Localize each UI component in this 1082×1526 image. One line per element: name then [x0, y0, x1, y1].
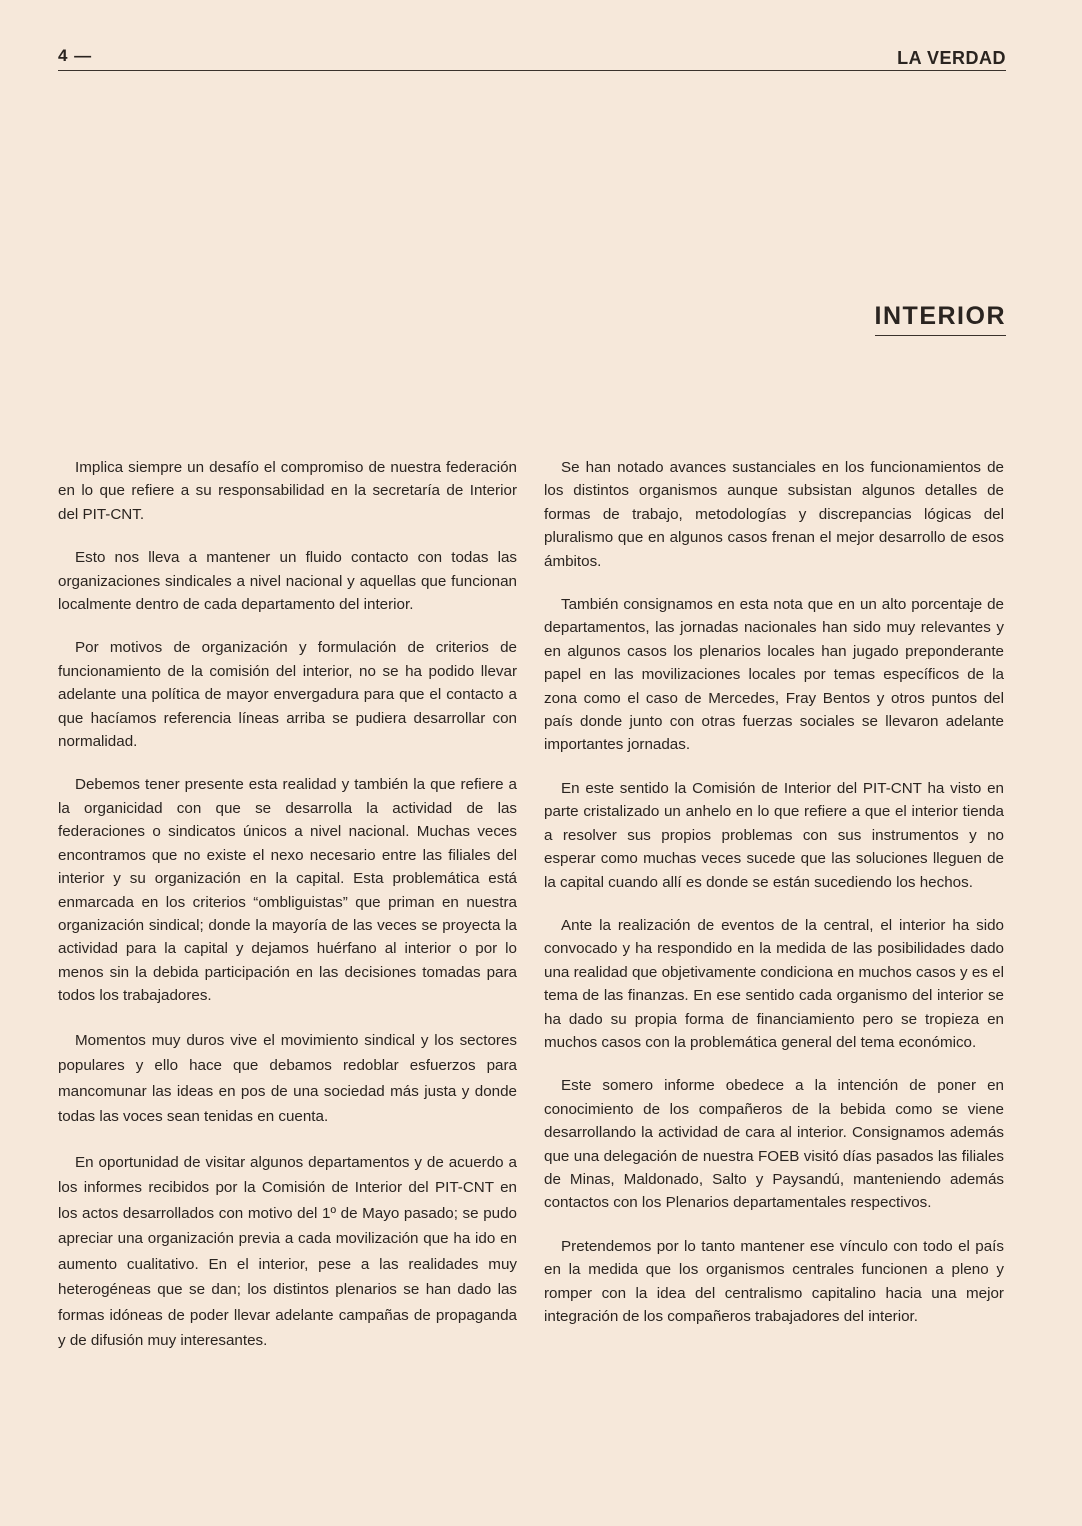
paragraph: Este somero informe obedece a la intención de poner en conocimiento de los compañeros de la bebida como se viene desarrollando la actividad de cara al interior. Consignamos además que una delegación de nuestra FOEB visitó días pasados las filiales de Minas, Maldonado, Salto y Paysandú, manteniendo además contactos con los Plenarios departamentales respectivos.	[544, 1077, 1004, 1212]
paragraph: En oportunidad de visitar algunos departamentos y de acuerdo a los informes recibidos por la Comisión de Interior del PIT-CNT en los actos desarrollados con motivo del 1º de Mayo pasado; se pudo apreciar una organización previa a cada movilización que ha ido en aumento cualitativo. En el interior, pese a las realidades muy heterogéneas que se dan; los distintos plenarios se han dado las formas idóneas de poder llevar adelante campañas de propaganda y de difusión muy interesantes.	[58, 1153, 517, 1350]
paragraph: En este sentido la Comisión de Interior del PIT-CNT ha visto en parte cristalizado un anhelo en lo que refiere a que el interior tienda a resolver sus propios problemas con sus instrumentos y no esperar como muchas veces sucede que las soluciones lleguen de la capital cuando allí es donde se están sucediendo los hechos.	[544, 779, 1004, 891]
paragraph: Debemos tener presente esta realidad y también la que refiere a la organicidad con que se desarrolla la actividad de las federaciones o sindicatos únicos a nivel nacional. Muchas veces encontramos que no existe el nexo necesario entre las filiales del interior y su organización en la capital. Esta problemática está enmarcada en los criterios “ombliguistas” que priman en nuestra organización sindical; donde la mayoría de las veces se proyecta la actividad para la capital y dejamos huérfano al interior o por lo menos sin la debida participación en las decisiones tomadas para todos los trabajadores.	[58, 776, 517, 1005]
page-header	[58, 44, 1006, 74]
paragraph: Esto nos lleva a mantener un fluido contacto con todas las organizaciones sindicales a nivel nacional y aquellas que funcionan localmente dentro de cada departamento del interior.	[58, 549, 517, 614]
paragraph: Pretendemos por lo tanto mantener ese vínculo con todo el país en la medida que los organismos centrales funcionen a pleno y romper con la idea del centralismo capitalino hacia una mejor integración de los compañeros trabajadores del interior.	[544, 1237, 1004, 1325]
header-rule	[58, 70, 1006, 71]
paragraph: También consignamos en esta nota que en un alto porcentaje de departamentos, las jornadas nacionales han sido muy relevantes y en algunos casos los plenarios locales han jugado preponderante papel en las movilizaciones locales por temas específicos de la zona como el caso de Mercedes, Fray Bentos y otros puntos del país donde junto con otras fuerzas sociales se llevaron adelante importantes jornadas.	[544, 596, 1004, 754]
paragraph: Momentos muy duros vive el movimiento sindical y los sectores populares y ello hace que debamos redoblar esfuerzos para mancomunar las ideas en pos de una sociedad más justa y donde todas las voces sean tenidas en cuenta.	[58, 1031, 517, 1126]
left-column	[58, 456, 517, 1374]
paragraph: Por motivos de organización y formulación de criterios de funcionamiento de la comisión del interior, no se ha podido llevar adelante una política de mayor envergadura para que el contacto a que hacíamos referencia líneas arriba se pudiera desarrollar con normalidad.	[58, 639, 517, 751]
paragraph: Ante la realización de eventos de la central, el interior ha sido convocado y ha respondido en la medida de las posibilidades dado una realidad que objetivamente condiciona en muchos casos y es el tema de las finanzas. En ese sentido cada organismo del interior se ha dado su propia forma de financiamiento pero se tropieza en muchos casos con la problemática general del tema económico.	[544, 916, 1004, 1051]
right-column	[544, 456, 1004, 1348]
section-title: INTERIOR	[875, 302, 1006, 336]
newspaper-name: LA VERDAD	[897, 48, 1006, 68]
page-number: 4 —	[58, 46, 93, 65]
paragraph: Se han notado avances sustanciales en los funcionamientos de los distintos organismos aunque subsistan algunos detalles de formas de trabajo, metodologías y discrepancias lógicas del pluralismo que en algunos casos frenan el mejor desarrollo de esos ámbitos.	[544, 459, 1004, 570]
paragraph: Implica siempre un desafío el compromiso de nuestra federación en lo que refiere a su responsabilidad en la secretaría de Interior del PIT-CNT.	[58, 459, 517, 523]
